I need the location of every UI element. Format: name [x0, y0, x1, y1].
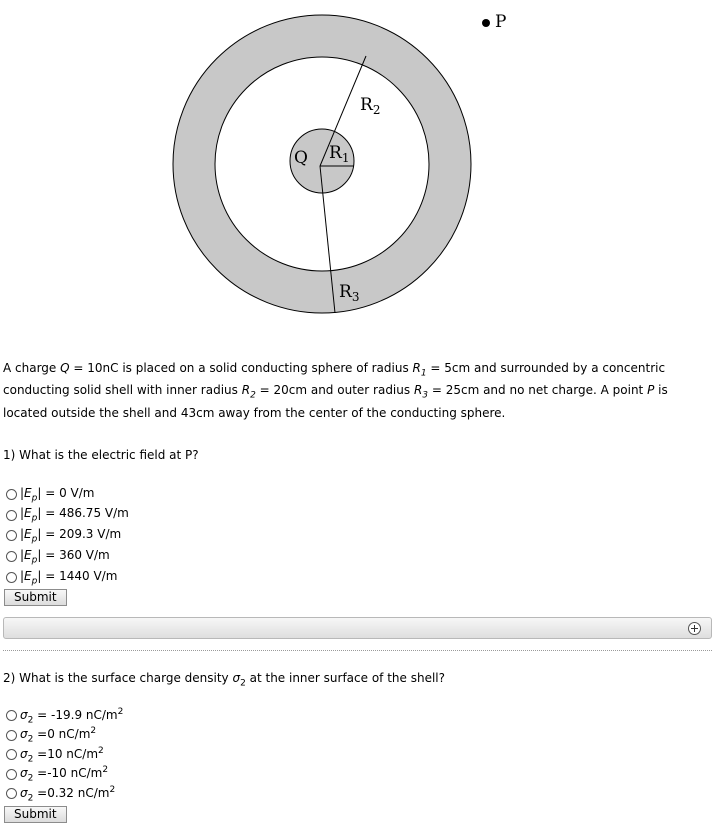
question-1-prompt: 1) What is the electric field at P? [3, 448, 199, 462]
label-p: P [495, 12, 507, 32]
q1-option-label: $|E_p| = 0$ V/m [20, 485, 95, 504]
radio-button[interactable] [6, 710, 17, 721]
question-2-options [6, 706, 123, 804]
q1-option-label: $|E_p| = 209.3$ V/m [20, 527, 122, 545]
radio-button[interactable] [6, 749, 17, 760]
q2-option[interactable] [6, 765, 123, 785]
radio-button[interactable] [6, 730, 17, 741]
question-2-prompt: 2) What is the surface charge density $\sigma_2$ at the inner surface of the shell? [3, 671, 445, 689]
q1-option[interactable] [6, 526, 129, 547]
radio-button[interactable] [6, 551, 17, 562]
hint-expand-bar[interactable] [3, 617, 712, 639]
q1-option-label: $|E_p| = 360$ V/m [20, 547, 110, 566]
radio-button[interactable] [6, 510, 17, 521]
label-r3: $R_3$ [339, 282, 360, 304]
question-1-options [6, 484, 129, 588]
label-q: Q [294, 148, 308, 168]
divider [3, 650, 712, 651]
q1-option[interactable] [6, 505, 129, 526]
q1-option[interactable] [6, 567, 129, 588]
q1-submit-button[interactable]: Submit [4, 589, 67, 606]
q2-option-label: $\sigma_2 =0$ $nC/m^2$ [20, 726, 97, 745]
q2-option-label: $\sigma_2 =10$ $nC/m^2$ [20, 745, 104, 764]
radio-button[interactable] [6, 530, 17, 541]
q2-option-label: $\sigma_2 = -19.9$ $nC/m^2$ [20, 706, 124, 725]
point-p-dot [482, 19, 490, 27]
q2-option[interactable] [6, 706, 123, 726]
q1-option[interactable] [6, 484, 129, 505]
q1-option-label: $|E_p| = 486.75$ V/m [20, 506, 129, 524]
q1-option-label: $|E_p| = 1440$ V/m [20, 568, 118, 587]
problem-statement: A charge Q = 10nC is placed on a solid conducting sphere of radius $R_1 = 5cm$ and surrounded by a concentric conducting solid shell with inner radius $R_2 = 20cm$ and outer radius $R_3 = 25cm$ and no net charge. A point P is located outside the shell and 43cm away from the center of the conducting sphere. [3, 361, 668, 420]
radio-button[interactable] [6, 489, 17, 500]
radio-button[interactable] [6, 572, 17, 583]
label-r1: $R_1$ [329, 143, 350, 165]
q2-option[interactable] [6, 784, 123, 804]
q1-option[interactable] [6, 546, 129, 567]
q2-option[interactable] [6, 726, 123, 746]
q2-submit-button[interactable]: Submit [4, 806, 67, 823]
concentric-sphere-diagram [0, 0, 717, 340]
q2-option[interactable] [6, 745, 123, 765]
radio-button[interactable] [6, 769, 17, 780]
plus-circle-icon[interactable] [688, 622, 701, 635]
q2-option-label: $\sigma_2 =-10$ $nC/m^2$ [20, 765, 109, 784]
radio-button[interactable] [6, 788, 17, 799]
q2-option-label: $\sigma_2 =0.32$ $nC/m^2$ [20, 784, 116, 803]
label-r2: $R_2$ [360, 95, 381, 117]
